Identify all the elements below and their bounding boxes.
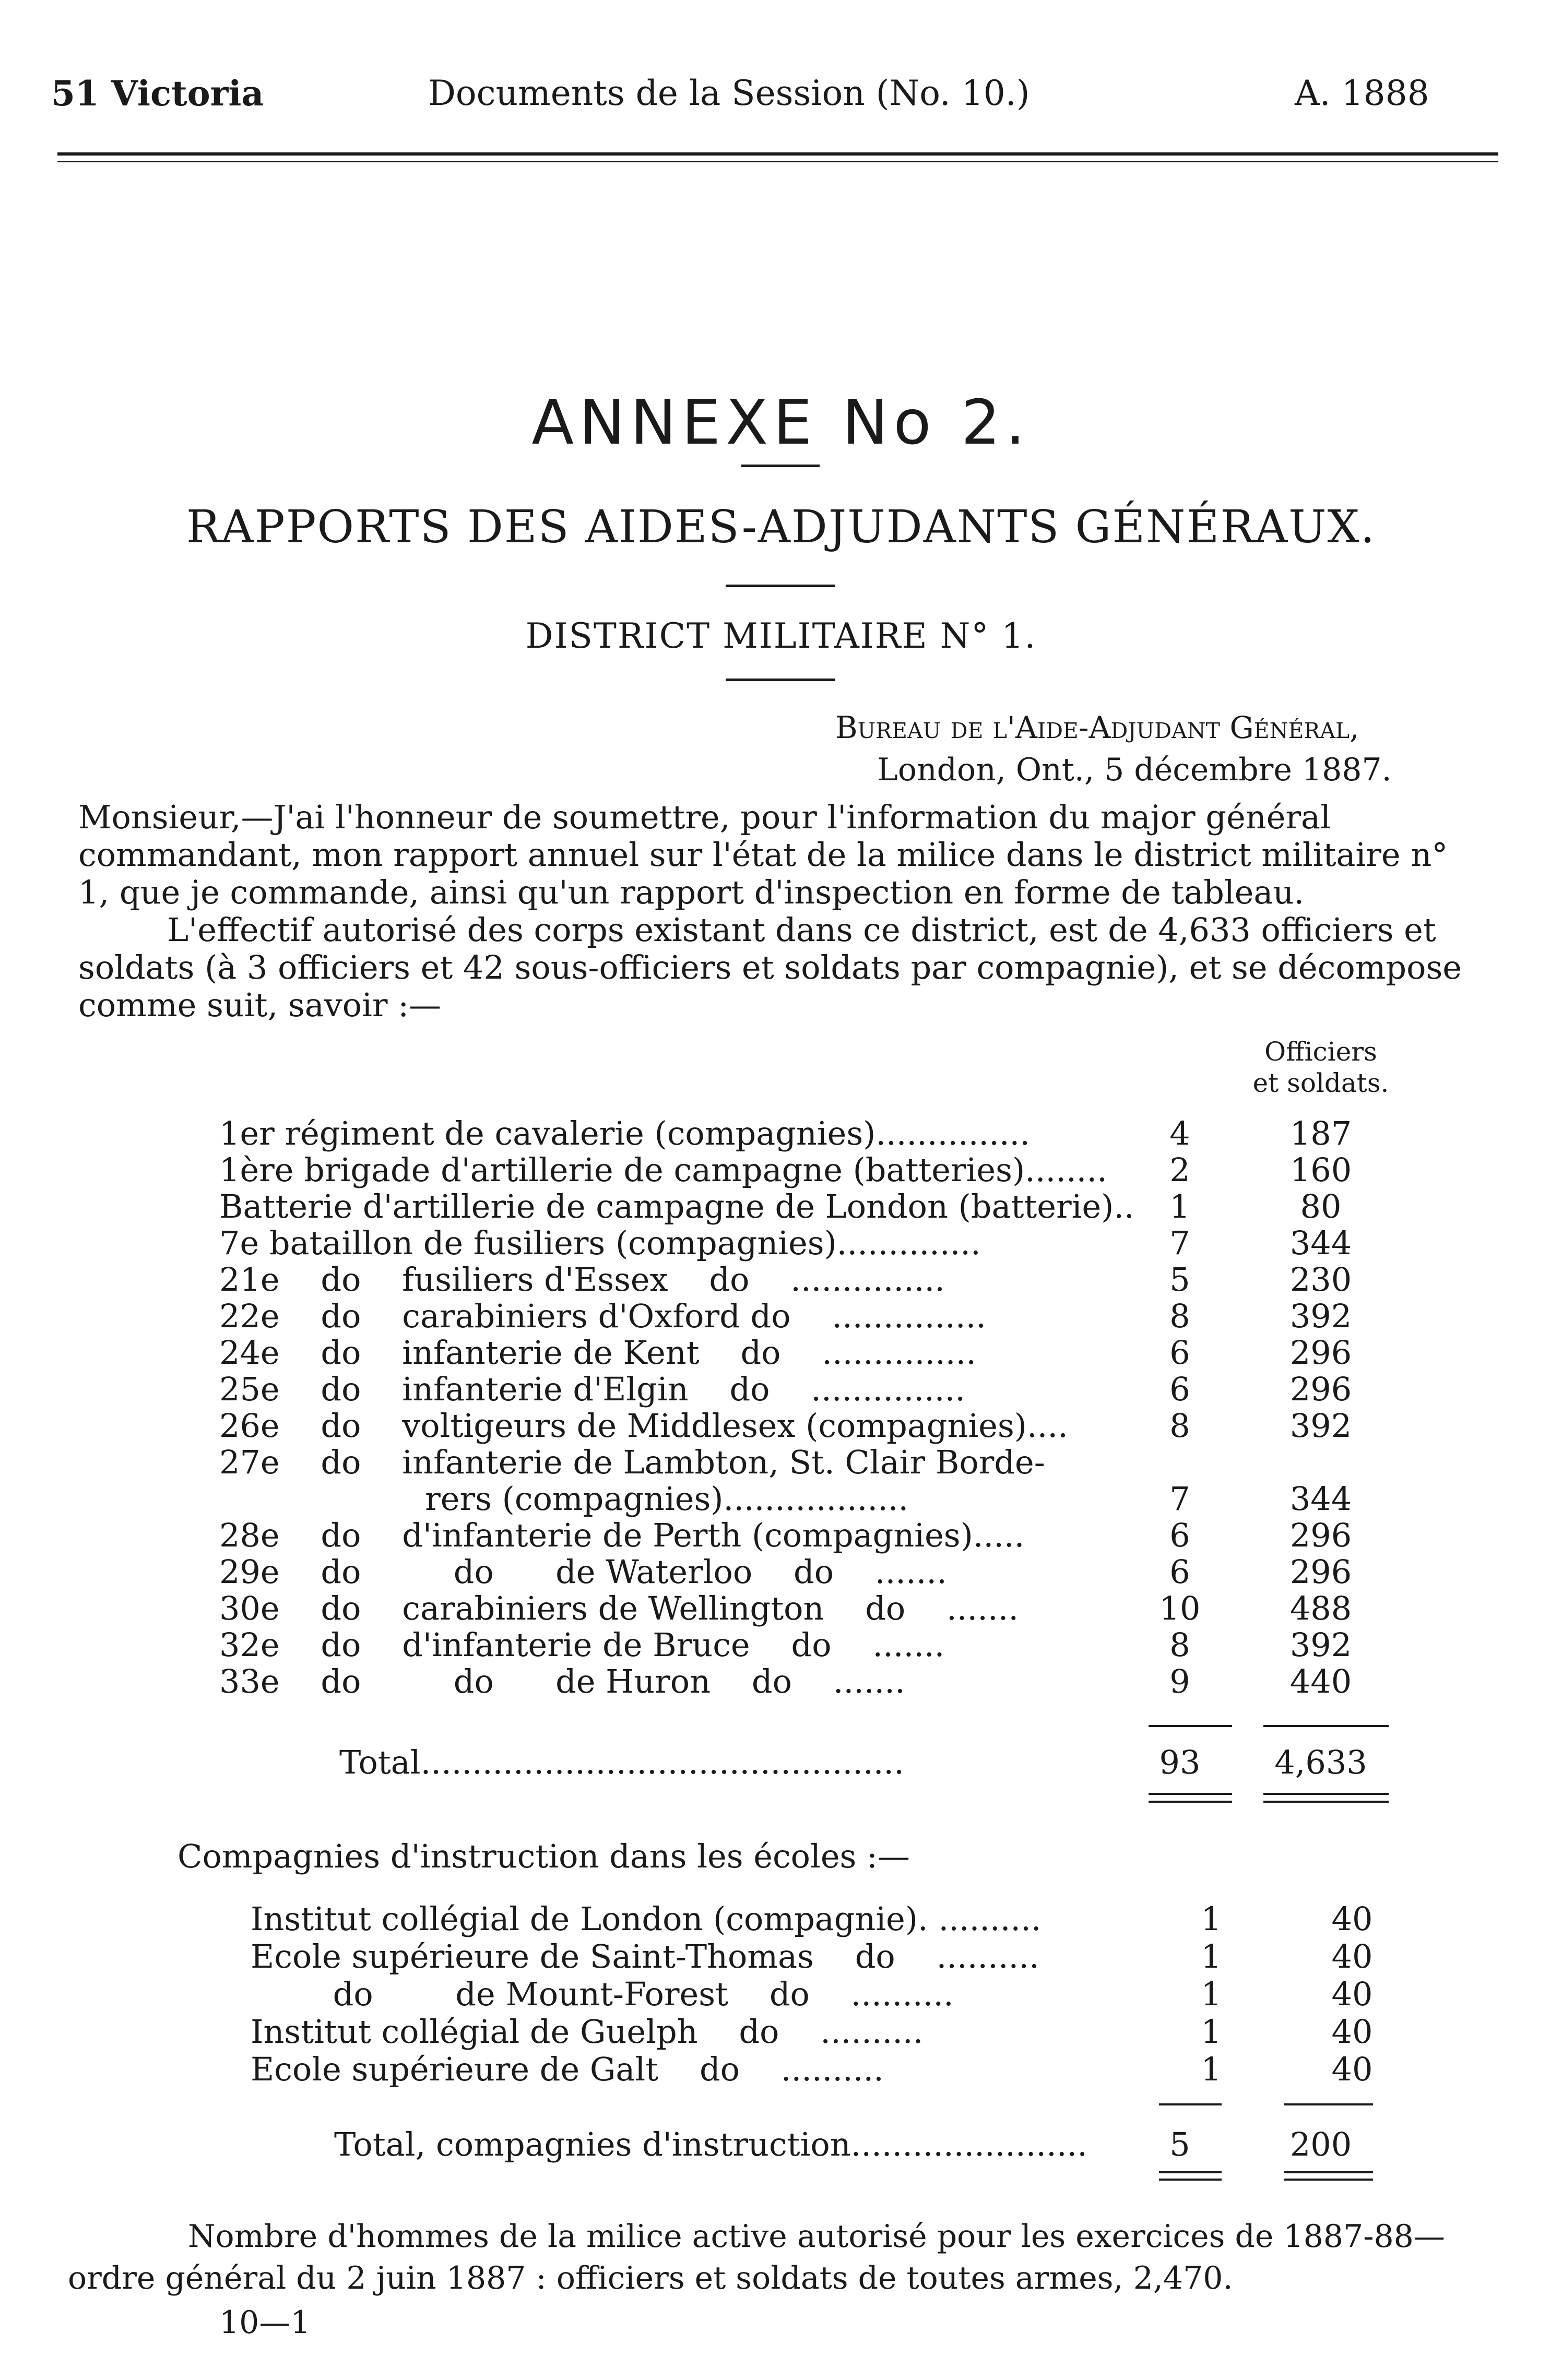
row-units: 7 bbox=[1169, 1224, 1190, 1262]
schools-men-double-rule-b bbox=[1284, 2179, 1373, 2181]
table-row bbox=[219, 1516, 1410, 1554]
schools-table bbox=[251, 1900, 1410, 2098]
table-row bbox=[219, 1589, 1410, 1627]
row-men: 488 bbox=[1289, 1589, 1352, 1627]
schools-men-rule bbox=[1284, 2103, 1373, 2105]
row-units: 4 bbox=[1169, 1114, 1190, 1152]
row-men: 344 bbox=[1289, 1224, 1352, 1262]
schools-units-rule bbox=[1159, 2103, 1222, 2105]
table-row bbox=[251, 1900, 1441, 1937]
header-session-year: 51 Victoria bbox=[51, 73, 264, 114]
table-row bbox=[219, 1443, 1410, 1481]
row-label: Institut collégial de Guelph do .......... bbox=[251, 2013, 924, 2051]
schools-units-double-rule-b bbox=[1159, 2179, 1222, 2181]
row-label: 1ère brigade d'artillerie de campagne (batteries)........ bbox=[219, 1151, 1107, 1189]
schools-total-label: Total, compagnies d'instruction....................... bbox=[334, 2125, 1087, 2163]
table-row bbox=[219, 1370, 1410, 1408]
schools-units-double-rule-a bbox=[1159, 2171, 1222, 2173]
header-year: A. 1888 bbox=[1295, 73, 1429, 113]
row-units: 9 bbox=[1169, 1662, 1190, 1700]
row-label: 24e do infanterie de Kent do ............... bbox=[219, 1334, 976, 1372]
table-row bbox=[219, 1407, 1410, 1444]
column-header-line2: et soldats. bbox=[1252, 1068, 1389, 1098]
row-label: 29e do do de Waterloo do ....... bbox=[219, 1553, 947, 1591]
place-date-line: London, Ont., 5 décembre 1887. bbox=[877, 752, 1392, 788]
corps-total-row bbox=[219, 1743, 1410, 1785]
bureau-line: Bureau de l'Aide-Adjudant Général, bbox=[835, 710, 1359, 745]
table-row bbox=[251, 1937, 1441, 1975]
table-row bbox=[219, 1480, 1410, 1517]
closing-line-1: Nombre d'hommes de la milice active autorisé pour les exercices de 1887-88— bbox=[188, 2218, 1445, 2255]
row-men: 230 bbox=[1289, 1260, 1352, 1299]
closing-line-2: ordre général du 2 juin 1887 : officiers et soldats de toutes armes, 2,470. bbox=[68, 2260, 1233, 2296]
row-label: 25e do infanterie d'Elgin do ............... bbox=[219, 1370, 965, 1408]
corps-units-rule bbox=[1149, 1725, 1232, 1727]
row-units: 6 bbox=[1169, 1553, 1190, 1591]
row-units: 5 bbox=[1169, 1260, 1190, 1299]
paragraph-intro: Monsieur,—J'ai l'honneur de soumettre, pour l'information du major général commandant, mon rapport annuel sur l'état de la milice dans le district militaire n° 1, que je commande, ainsi qu'un rapport d'inspection en forme de tableau. bbox=[78, 798, 1448, 911]
table-row bbox=[219, 1224, 1410, 1262]
corps-units-double-rule-a bbox=[1149, 1793, 1232, 1795]
row-label: 7e bataillon de fusiliers (compagnies).............. bbox=[219, 1224, 981, 1262]
row-label: Institut collégial de London (compagnie). .......... bbox=[251, 1900, 1042, 1938]
table-row bbox=[219, 1151, 1410, 1188]
title-divider-2 bbox=[726, 585, 835, 587]
schools-total-row bbox=[219, 2125, 1410, 2167]
row-units: 1 bbox=[1201, 2050, 1222, 2088]
row-label: do de Mount-Forest do .......... bbox=[251, 1975, 954, 2013]
row-units: 1 bbox=[1201, 2013, 1222, 2051]
row-units: 10 bbox=[1159, 1589, 1201, 1627]
row-men: 440 bbox=[1289, 1662, 1352, 1700]
annexe-title: ANNEXE No 2. bbox=[531, 386, 1031, 458]
row-units: 1 bbox=[1169, 1187, 1190, 1225]
row-units: 8 bbox=[1169, 1626, 1190, 1664]
row-men: 40 bbox=[1331, 2050, 1373, 2088]
corps-total-men: 4,633 bbox=[1274, 1743, 1367, 1781]
table-row bbox=[219, 1187, 1410, 1225]
row-label: 27e do infanterie de Lambton, St. Clair Borde- bbox=[219, 1443, 1045, 1481]
row-men: 296 bbox=[1289, 1334, 1352, 1372]
row-men: 296 bbox=[1289, 1370, 1352, 1408]
row-units: 6 bbox=[1169, 1334, 1190, 1372]
row-label: 28e do d'infanterie de Perth (compagnies)..... bbox=[219, 1516, 1025, 1554]
row-label: 1er régiment de cavalerie (compagnies)............... bbox=[219, 1114, 1030, 1152]
row-men: 40 bbox=[1331, 1975, 1373, 2013]
row-units: 6 bbox=[1169, 1516, 1190, 1554]
schools-total-men: 200 bbox=[1289, 2125, 1352, 2163]
paragraph-effectif: L'effectif autorisé des corps existant dans ce district, est de 4,633 officiers et soldats (à 3 officiers et 42 sous-officiers et soldats par compagnie), et se décompose comme suit, savoir :— bbox=[78, 911, 1462, 1024]
row-label: 32e do d'infanterie de Bruce do ....... bbox=[219, 1626, 945, 1664]
schools-total-units: 5 bbox=[1169, 2125, 1190, 2163]
row-men: 296 bbox=[1289, 1516, 1352, 1554]
table-row bbox=[251, 2050, 1441, 2088]
row-men: 344 bbox=[1289, 1480, 1352, 1518]
table-row bbox=[219, 1626, 1410, 1663]
row-label: 33e do do de Huron do ....... bbox=[219, 1662, 905, 1700]
row-label: 21e do fusiliers d'Essex do ............... bbox=[219, 1260, 945, 1299]
table-row bbox=[251, 1975, 1441, 2013]
table-row bbox=[219, 1297, 1410, 1335]
column-header-men bbox=[1242, 1036, 1399, 1099]
row-men: 392 bbox=[1289, 1297, 1352, 1335]
row-men: 392 bbox=[1289, 1626, 1352, 1664]
column-header-line1: Officiers bbox=[1264, 1037, 1377, 1067]
reports-title: RAPPORTS DES AIDES-ADJUDANTS GÉNÉRAUX. bbox=[186, 501, 1376, 553]
corps-table bbox=[219, 1114, 1410, 1699]
row-units: 7 bbox=[1169, 1480, 1190, 1518]
row-men: 296 bbox=[1289, 1553, 1352, 1591]
row-men: 40 bbox=[1331, 2013, 1373, 2051]
row-men: 80 bbox=[1300, 1187, 1342, 1225]
schools-intro: Compagnies d'instruction dans les écoles :— bbox=[178, 1837, 910, 1875]
corps-total-units: 93 bbox=[1159, 1743, 1201, 1781]
row-units: 6 bbox=[1169, 1370, 1190, 1408]
row-men: 160 bbox=[1289, 1151, 1352, 1189]
row-men: 40 bbox=[1331, 1937, 1373, 1976]
table-row bbox=[219, 1662, 1410, 1700]
header-document-title: Documents de la Session (No. 10.) bbox=[428, 73, 1030, 113]
row-label: Batterie d'artillerie de campagne de London (batterie).. bbox=[219, 1187, 1134, 1225]
row-units: 1 bbox=[1201, 1975, 1222, 2013]
row-men: 392 bbox=[1289, 1407, 1352, 1445]
corps-total-label: Total............................................... bbox=[339, 1743, 904, 1781]
row-label: Ecole supérieure de Galt do .......... bbox=[251, 2050, 884, 2088]
row-men: 40 bbox=[1331, 1900, 1373, 1938]
corps-men-double-rule-a bbox=[1263, 1793, 1389, 1795]
header-rule-thin bbox=[57, 161, 1498, 162]
row-label: rers (compagnies).................. bbox=[219, 1480, 909, 1518]
corps-men-double-rule-b bbox=[1263, 1801, 1389, 1803]
title-divider-3 bbox=[726, 679, 835, 681]
row-units: 8 bbox=[1169, 1407, 1190, 1445]
table-row bbox=[219, 1334, 1410, 1371]
row-units: 2 bbox=[1169, 1151, 1190, 1189]
row-label: Ecole supérieure de Saint-Thomas do .......... bbox=[251, 1937, 1039, 1976]
header-rule-thick bbox=[57, 152, 1498, 156]
table-row bbox=[219, 1260, 1410, 1298]
row-men: 187 bbox=[1289, 1114, 1352, 1152]
row-label: 30e do carabiniers de Wellington do ....... bbox=[219, 1589, 1019, 1627]
district-title: DISTRICT MILITAIRE N° 1. bbox=[525, 616, 1037, 656]
page-reference: 10—1 bbox=[219, 2304, 311, 2341]
row-units: 1 bbox=[1201, 1937, 1222, 1976]
row-label: 22e do carabiniers d'Oxford do ............... bbox=[219, 1297, 986, 1335]
row-units: 1 bbox=[1201, 1900, 1222, 1938]
table-row bbox=[219, 1553, 1410, 1590]
row-label: 26e do voltigeurs de Middlesex (compagnies).... bbox=[219, 1407, 1068, 1445]
table-row bbox=[251, 2013, 1441, 2050]
table-row bbox=[219, 1114, 1410, 1152]
title-divider-1 bbox=[741, 465, 820, 467]
row-units: 8 bbox=[1169, 1297, 1190, 1335]
corps-units-double-rule-b bbox=[1149, 1801, 1232, 1803]
corps-men-rule bbox=[1263, 1725, 1389, 1727]
schools-men-double-rule-a bbox=[1284, 2171, 1373, 2173]
